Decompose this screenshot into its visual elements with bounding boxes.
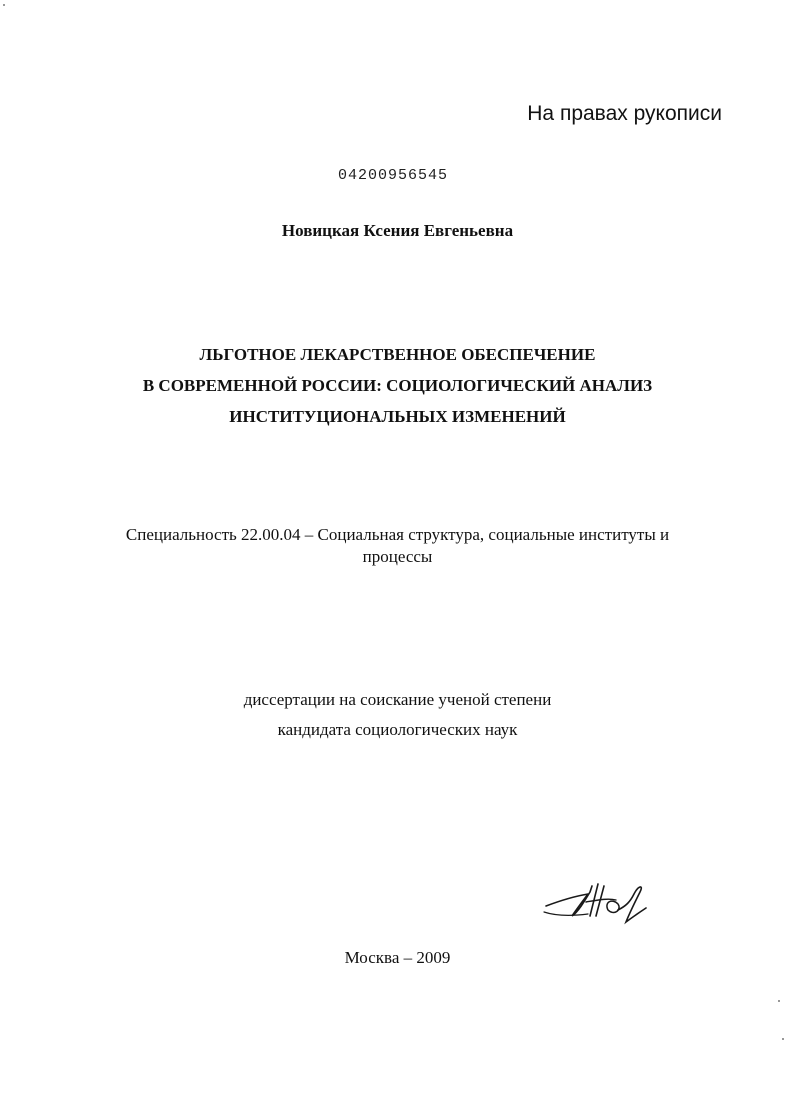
scan-speck [782, 1038, 784, 1040]
title-line: ЛЬГОТНОЕ ЛЕКАРСТВЕННОЕ ОБЕСПЕЧЕНИЕ [199, 345, 596, 364]
signature-stroke [618, 887, 646, 922]
signature-stroke [544, 912, 588, 915]
degree-block [0, 685, 795, 745]
city-year: Москва – 2009 [344, 948, 451, 967]
rights-notice: На правах рукописи [527, 102, 722, 125]
specialty-block [0, 524, 795, 568]
title-line: ИНСТИТУЦИОНАЛЬНЫХ ИЗМЕНЕНИЙ [229, 407, 566, 426]
signature-stroke [607, 901, 619, 912]
specialty-line: процессы [362, 547, 433, 566]
specialty-line: Специальность 22.00.04 – Социальная структура, социальные институты и [125, 525, 670, 544]
scan-speck [3, 4, 5, 6]
author-name: Новицкая Ксения Евгеньевна [281, 221, 514, 240]
degree-line: диссертации на соискание ученой степени [243, 690, 552, 709]
dissertation-title [0, 339, 795, 432]
handwritten-signature [542, 876, 654, 926]
scan-speck [778, 1000, 780, 1002]
signature-stroke [546, 886, 592, 916]
registration-code: 04200956545 [338, 167, 449, 184]
degree-line: кандидата социологических наук [277, 720, 518, 739]
title-line: В СОВРЕМЕННОЙ РОССИИ: СОЦИОЛОГИЧЕСКИЙ АНАЛИЗ [142, 376, 653, 395]
